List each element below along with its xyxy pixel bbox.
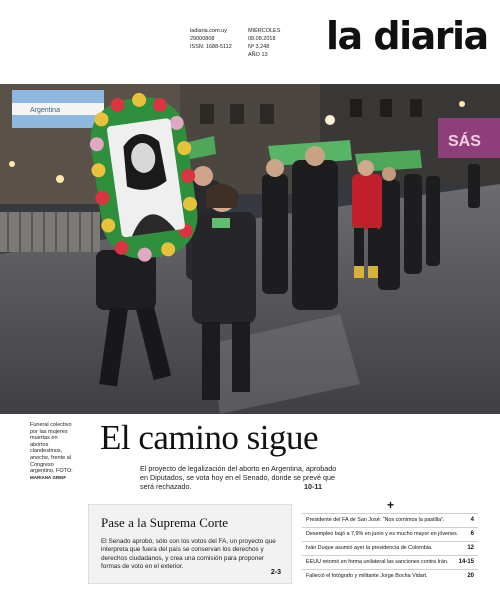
index-item-page: 20 bbox=[467, 573, 474, 579]
march-photo-illustration bbox=[0, 84, 500, 414]
secondary-story-body: El Senado aprobó, sólo con los votos del FA, un proyecto que interpreta que fuera del país se conservan los derechos y derechos ciudadanos, y crea una comisión para proponer formas de voto en el exterior. bbox=[101, 538, 276, 571]
index-item-page: 14-15 bbox=[458, 559, 474, 565]
phone-number: 29000808 bbox=[190, 36, 215, 42]
date: 08.08.2018 bbox=[248, 36, 276, 42]
index-item-text: Falleció el fotógrafo y militante Jorge Bocha Vidart. bbox=[306, 573, 428, 579]
news-index-list bbox=[302, 513, 478, 583]
banner-right-text: SÁS bbox=[448, 133, 481, 150]
deck-text: El proyecto de legalización del aborto en Argentina, aprobado en Diputados, se vota hoy en el Senado, donde se prevé que será rechazado. bbox=[140, 464, 337, 491]
deck-page-ref[interactable]: 10-11 bbox=[304, 482, 322, 491]
site-url[interactable]: ladiaria.com.uy bbox=[190, 28, 227, 34]
newspaper-logo[interactable]: la diaria bbox=[326, 14, 488, 58]
photo-credit: MARIANA GREIF bbox=[30, 474, 67, 480]
issn: ISSN: 1688-5112 bbox=[190, 44, 232, 50]
secondary-story-box[interactable] bbox=[88, 504, 292, 584]
index-item-page: 6 bbox=[470, 531, 474, 537]
index-item-page: 12 bbox=[467, 545, 474, 551]
main-headline[interactable]: El camino sigue bbox=[100, 418, 319, 457]
index-item[interactable] bbox=[302, 541, 478, 555]
index-item-text: EEUU retomó en forma unilateral las sanciones contra Irán. bbox=[306, 559, 449, 565]
masthead bbox=[0, 0, 500, 84]
index-item-text: Iván Duque asumió ayer la presidencia de Colombia. bbox=[306, 545, 433, 551]
index-item[interactable] bbox=[302, 527, 478, 541]
secondary-story-title[interactable]: Pase a la Suprema Corte bbox=[101, 515, 229, 530]
year: AÑO 13 bbox=[248, 52, 268, 58]
masthead-contact bbox=[190, 27, 232, 51]
weekday: MIÉRCOLES bbox=[248, 28, 281, 34]
cover-photo bbox=[0, 84, 500, 414]
index-item-text: Presidente del FA de San José: “Nos comimos la pastilla”. bbox=[306, 517, 445, 523]
secondary-story-page-ref[interactable]: 2-3 bbox=[270, 569, 281, 576]
issue-number: Nº 3.248 bbox=[248, 44, 270, 50]
index-item[interactable] bbox=[302, 555, 478, 569]
caption-foto-label: FOTO: bbox=[56, 468, 73, 475]
caption-text: Funeral colectivo por las mujeres muertas en abortos clandestinos, anoche, frente al Congreso argentino. bbox=[30, 422, 72, 475]
index-item-text: Desempleo bajó a 7,9% en junio y es mucho mayor en jóvenes. bbox=[306, 531, 459, 537]
headline-deck bbox=[140, 464, 340, 491]
index-item[interactable] bbox=[302, 569, 478, 583]
index-item-page: 4 bbox=[470, 517, 474, 523]
banner-left-text: Argentina bbox=[30, 107, 60, 114]
masthead-date bbox=[248, 27, 280, 59]
plus-icon: + bbox=[387, 498, 395, 512]
photo-caption bbox=[30, 422, 76, 481]
index-item[interactable] bbox=[302, 513, 478, 527]
